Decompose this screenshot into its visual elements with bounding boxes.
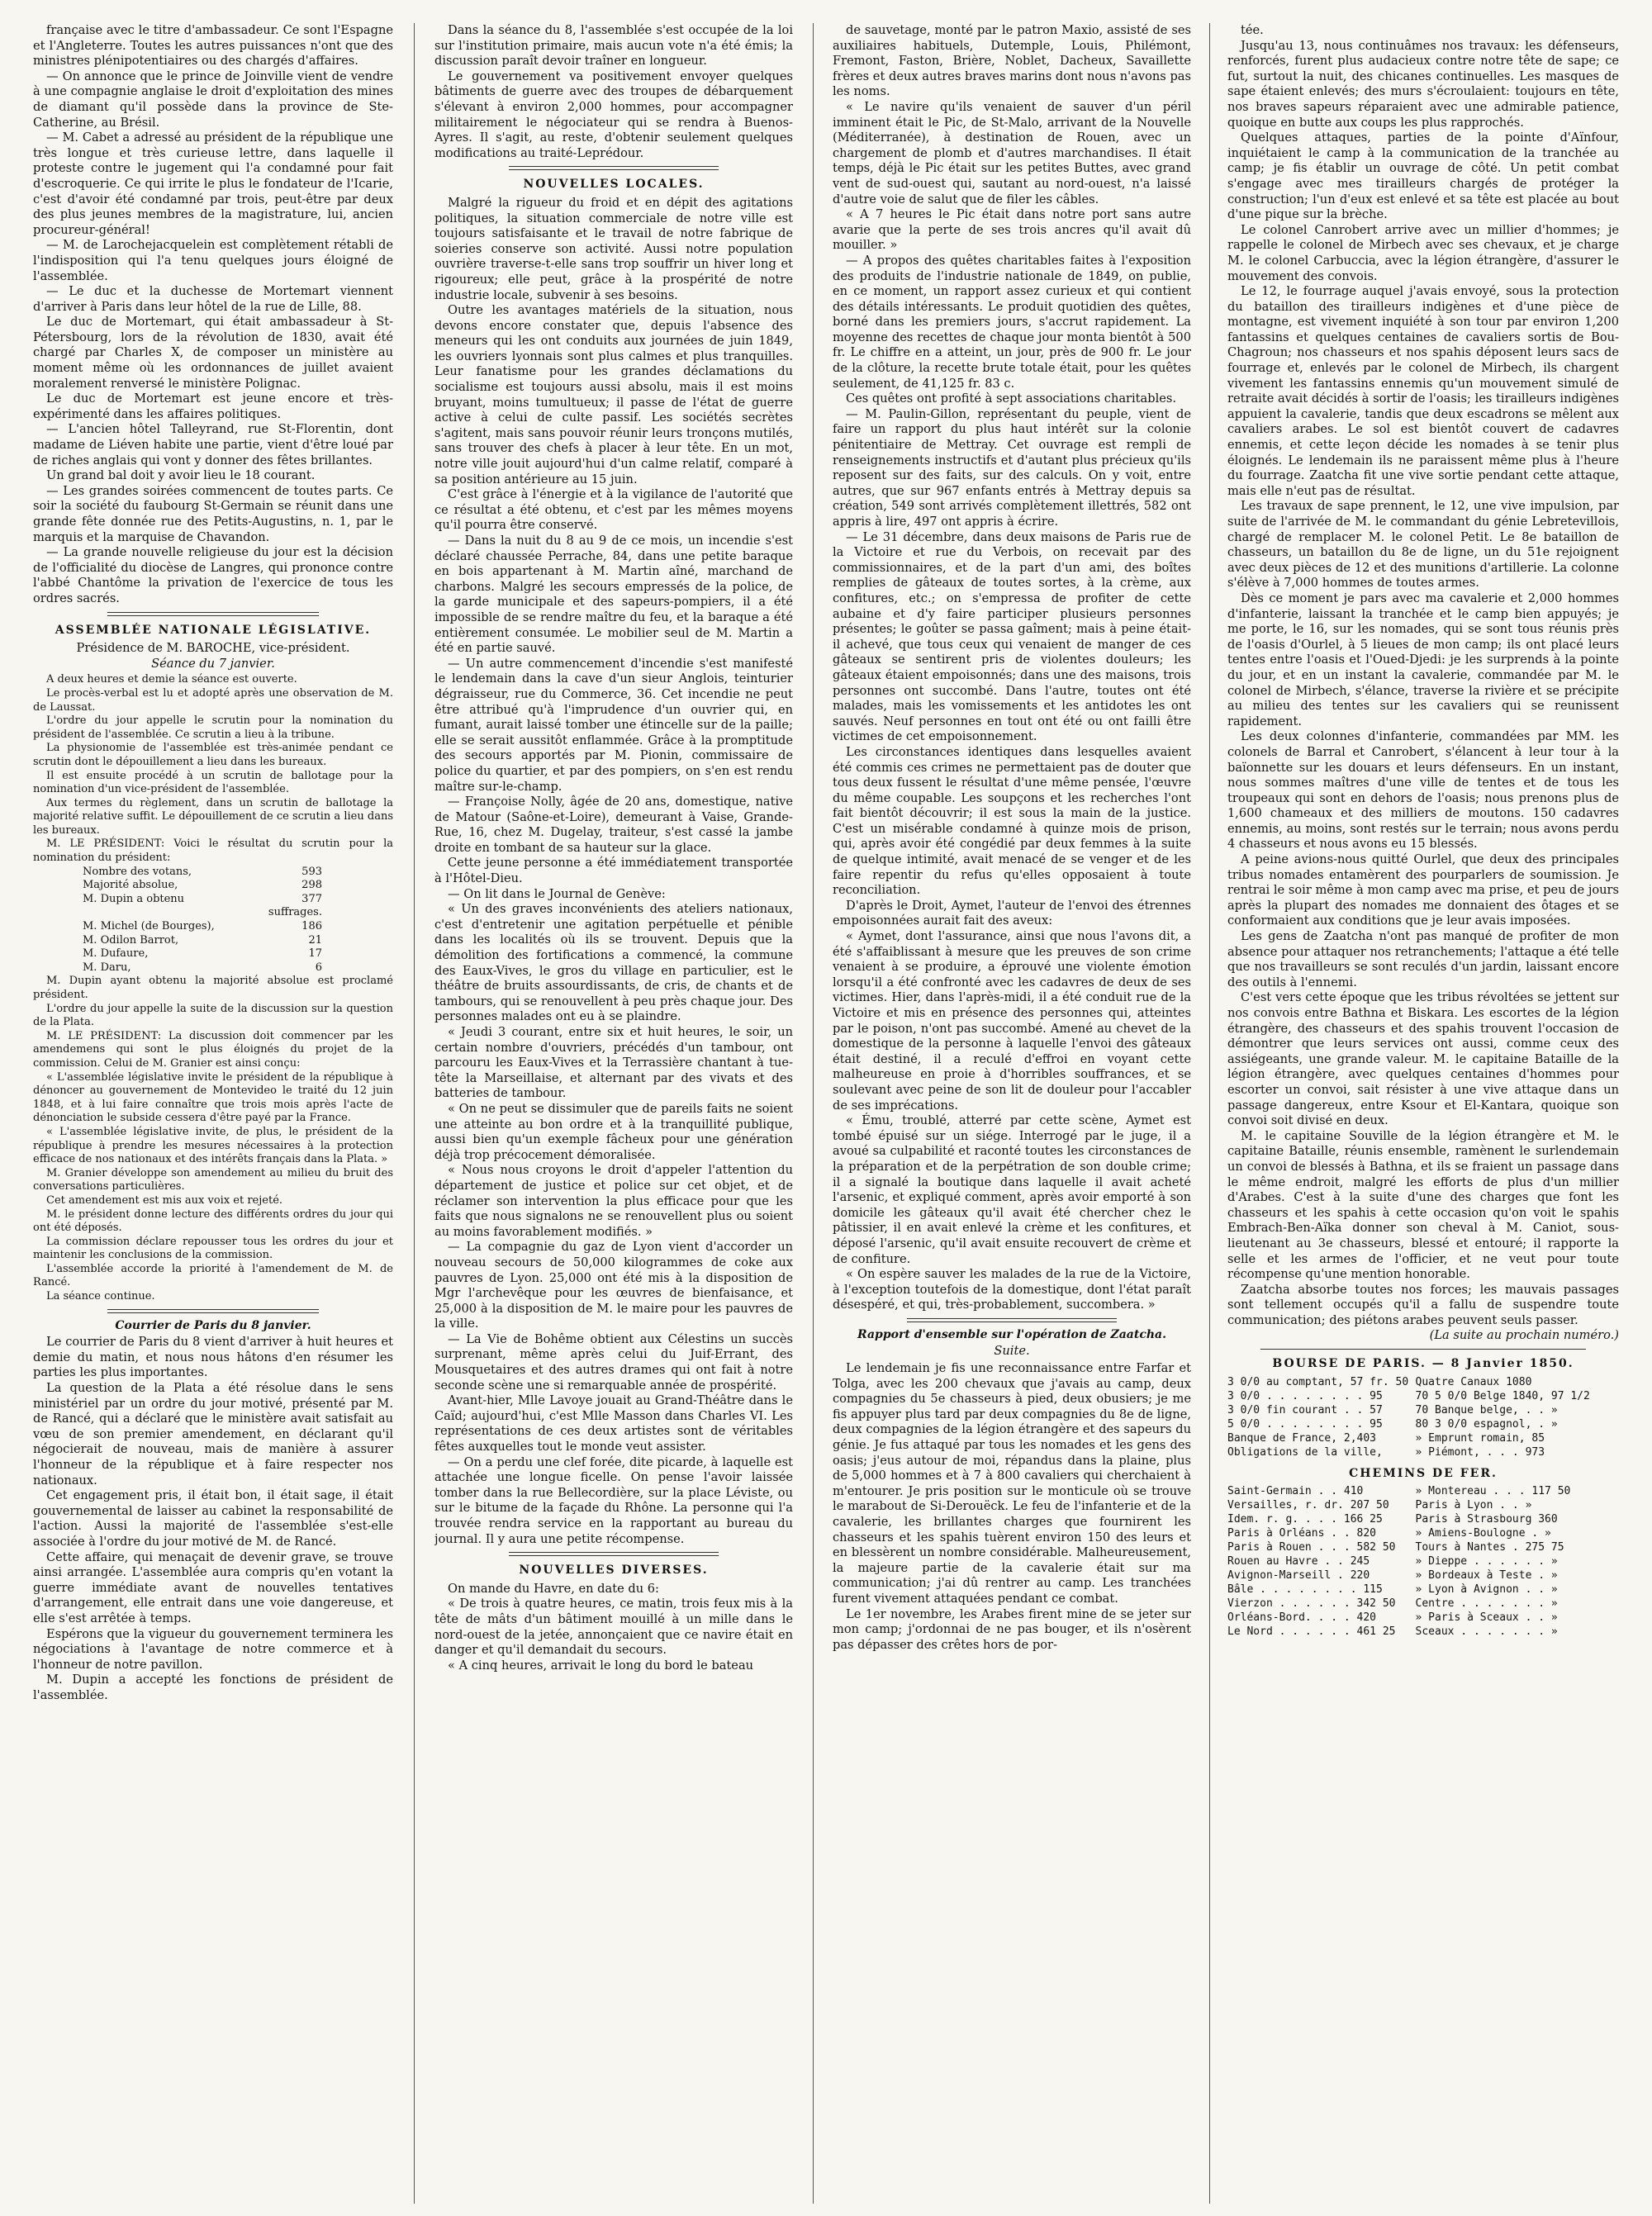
bourse-row-cell: Banque de France, 2,403 [1227,1431,1377,1445]
bourse-row [1227,1375,1619,1389]
paragraph: D'après le Droit, Aymet, l'auteur de l'envoi des étrennes empoisonnées aurait fait des aveux: [833,898,1191,928]
paragraph: Cette affaire, qui menaçait de devenir grave, se trouve ainsi arrangée. L'assemblée aura compris qu'en votant la guerre immédiate avant de nouvelles tentatives d'arrangement, elle entrait dans une voie dangereuse, et elle s'est arrêtée à temps. [33,1549,393,1625]
rail-row-cell: Saint-Germain . . 410 [1227,1485,1364,1498]
paragraph: « On espère sauver les malades de la rue de la Victoire, à l'exception toutefois de la domestique, dont l'état paraît désespéré, et qui, très-probablement, succombera. » [833,1267,1191,1312]
paragraph: — Le duc et la duchesse de Mortemart viennent d'arriver à Paris dans leur hôtel de la rue de Lille, 88. [33,284,393,314]
paragraph: — L'ancien hôtel Talleyrand, rue St-Florentin, dont madame de Liéven habite une partie, vient d'être loué par de riches anglais qui vont y donner des fêtes brillantes. [33,422,393,467]
column-1 [33,23,393,2204]
paragraph: « A cinq heures, arrivait le long du bord le bateau [448,1658,754,1673]
paragraph: — Les grandes soirées commencent de toutes parts. Ce soir la société du faubourg St-Germain se réunit dans une grande fête donnée rue des Petits-Augustins, n. 1, par le marquis et la marquise de Chavandon. [33,483,393,544]
rail-heading: CHEMINS DE FER. [1349,1466,1498,1480]
paragraph: « Jeudi 3 courant, entre six et huit heures, le soir, un certain nombre d'ouvriers, précédés d'un tambour, ont parcouru les Eaux-Vives et la Terrassière chantant à tue-tête la Marseillaise, et alternant par des vivats et des batteries de tambour. [434,1025,793,1101]
bourse-row-cell: 3 0/0 au comptant, 57 fr. 50 [1227,1375,1409,1388]
rail-row-cell: Vierzon . . . . . . 342 50 [1227,1597,1396,1611]
vote-results [83,866,393,975]
rail-row-cell: Centre . . . . . . . » [1415,1597,1558,1611]
paragraph: C'est grâce à l'énergie et à la vigilance de l'autorité que ce résultat a été obtenu, et c'est par les mêmes moyens qu'il pourra être conservé. [434,487,793,533]
rail-row-cell: Idem. r. g. . . . 166 25 [1227,1513,1383,1526]
courrier-heading: Courrier de Paris du 8 janvier. [115,1318,311,1332]
vote-cell: M. Dupin a obtenu [83,892,185,905]
rail-row [1227,1526,1619,1540]
rail-row-cell: » Dieppe . . . . . . » [1415,1555,1558,1568]
rail-row-cell: Bâle . . . . . . . . 115 [1227,1583,1383,1597]
assembly-presidence: Présidence de M. BAROCHE, vice-président. [76,641,350,656]
paragraph: — M. de Larochejacquelein est complètement rétabli de l'indisposition qui l'a tenu quelques jours éloigné de l'assemblée. [33,238,393,283]
section-divider [107,612,319,616]
rail-row-cell: Le Nord . . . . . . 461 25 [1227,1625,1396,1639]
paragraph: Il est ensuite procédé à un scrutin de ballotage pour la nomination d'un vice-président de l'assemblée. [33,769,393,796]
courrier-text [33,1335,393,1703]
bourse-row-cell: 5 0/0 . . . . . . . . 95 [1227,1417,1383,1431]
vote-cell: 17 [308,947,322,961]
vote-cell: 298 [301,879,322,892]
paragraph: Le colonel Canrobert arrive avec un millier d'hommes; je rappelle le colonel de Mirbech avec ses chevaux, et je charge M. le colonel Carbuccia, avec la légion étrangère, d'assurer le mouvement des convois. [1227,222,1619,283]
paragraph: Dès ce moment je pars avec ma cavalerie et 2,000 hommes d'infanterie, laissant la tranchée et le camp bien appuyés; je me porte, le 16, sur les nomades, qui se sont tous réunis près de l'oasis d'Ourlel, à 5 lieues de mon camp; ils ont placé leurs tentes entre l'oasis et l'Oued-Djedi: je les surprends à la pointe du jour, et en un instant la cavalerie, commandée par M. le colonel de Mirbech, s'élance, traverse la rivière et se précipite au milieu des tentes sur les cavaliers qui se reunissent rapidement. [1227,591,1619,728]
rapport-continued [1227,23,1619,1328]
bourse-row-cell: » Piémont, . . . 973 [1415,1445,1545,1459]
paragraph: La question de la Plata a été résolue dans le sens ministériel par un ordre du jour motivé, présenté par M. de Rancé, qui a déclaré que le ministère avait satisfait au vœu de son premier amendement, en déclarant qu'il négocierait de nouveau, mais de manière à assurer l'honneur de la république et à faire respecter nos nationaux. [33,1381,393,1488]
news-items [833,23,1191,1313]
bourse-row [1227,1403,1619,1417]
paragraph: — Françoise Nolly, âgée de 20 ans, domestique, native de Matour (Saône-et-Loire), demeurant à Vaise, Grande-Rue, 16, chez M. Dugelay, traiteur, s'est cassé la jambe droite en tombant de sa hauteur sur la glace. [434,795,793,855]
rail-table [1227,1484,1619,1639]
assembly-heading: ASSEMBLÉE NATIONALE LÉGISLATIVE. [55,623,372,637]
paragraph: Un grand bal doit y avoir lieu le 18 courant. [46,468,316,483]
rail-row [1227,1568,1619,1583]
column-rule [414,23,415,2204]
rapport-suite: Suite. [994,1344,1030,1359]
assembly-report [33,673,393,865]
bourse-table [1227,1375,1619,1459]
paragraph: — M. Paulin-Gillon, représentant du peuple, vient de faire un rapport du plus haut intérêt sur la colonie pénitentiaire de Mettray. Cet ouvrage est rempli de renseignements instructifs et d'autant plus précieux qu'ils reposent sur des faits, sur des calculs. On y voit, entre autres, que sur 967 enfants entrés à Mettray depuis sa création, 549 sont arrivés complètement illettrés, 582 ont appris à lire, 497 ont appris à écrire. [833,406,1191,529]
paragraph: Cet amendement est mis aux voix et rejeté. [46,1193,283,1207]
paragraph: « L'assemblée législative invite le président de la république à dénoncer au gouvernement de Montevideo le traité du 12 juin 1848, et à lui faire connaître que trois mois après l'acte de dénonciation le subside cessera d'être payé par la France. [33,1070,393,1125]
bourse-row [1227,1431,1619,1445]
rail-row-cell: Tours à Nantes . 275 75 [1415,1541,1564,1554]
paragraph: M. Dupin a accepté les fonctions de président de l'assemblée. [33,1673,393,1702]
rail-row [1227,1484,1619,1498]
paragraph: La séance continue. [46,1290,155,1303]
rail-row-cell: Paris à Orléans . . 820 [1227,1527,1377,1540]
paragraph: Espérons que la vigueur du gouvernement terminera les négociations à l'avantage de notre commerce et à l'honneur de notre pavillon. [33,1626,393,1672]
paragraph: M. Dupin ayant obtenu la majorité absolue est proclamé président. [33,975,393,1001]
paragraph: « A 7 heures le Pic était dans notre port sans autre avarie que la perte de ses trois ancres qu'il avait dû mouiller. » [833,207,1191,253]
locales-text [434,196,793,1547]
paragraph: Les deux colonnes d'infanterie, commandées par MM. les colonels de Barral et Canrobert, s'élancent à leur tour à la baïonnette sur les douars et leurs défenseurs. En un instant, nous sommes maîtres d'une ville de tentes et de tous les troupeaux qui sont en dehors de l'oasis; nous prenons plus de 1,600 chameaux et des milliers de moutons. 150 cadavres ennemis, au moins, sont restés sur le terrain; nous avons perdu 4 chasseurs et nous avons eu 15 blessés. [1227,729,1619,852]
paragraph: — La grande nouvelle religieuse du jour est la décision de l'officialité du diocèse de Langres, qui prononce contre l'abbé Chantôme la privation de l'exercice de tous les ordres sacrés. [33,545,393,605]
rail-row [1227,1540,1619,1554]
paragraph: « On ne peut se dissimuler que de pareils faits ne soient une atteinte au bon ordre et à la tranquillité publique, aussi bien qu'un exemple fâcheux pour une génération déjà trop précocement démoralisée. [434,1101,793,1162]
paragraph: « De trois à quatre heures, ce matin, trois feux mis à la tête de mâts d'un bâtiment mouillé à un mille dans le nord-ouest de la jetée, annonçaient que ce navire était en danger et qu'il demandait du secours. [434,1597,793,1658]
paragraph: Les gens de Zaatcha n'ont pas manqué de profiter de mon absence pour attaquer nos retranchements; l'attaque a été telle que nos travailleurs se sont reculés d'un jardin, laissant encore des outils à l'ennemi. [1227,929,1619,989]
paragraph: Cet engagement pris, il était bon, il était sage, il était gouvernemental de laisser au cabinet la responsabilité de l'action. Aussi la majorité de l'assemblée s'est-elle associée à l'ordre du jour motivé de M. de Rancé. [33,1488,393,1549]
section-divider [1260,1349,1586,1350]
vote-cell: 593 [301,865,322,878]
section-divider [509,166,719,170]
rail-row-cell: » Lyon à Avignon . . » [1415,1583,1558,1597]
paragraph: de sauvetage, monté par le patron Maxio, assisté de ses auxiliaires habituels, Dutemple, Louis, Philémont, Fremont, Faston, Brière, Noblet, Dacheux, Savaillette frères et deux autres braves marins dont nous n'avons pas les noms. [833,23,1191,99]
bourse-row-cell: 3 0/0 fin courant . . 57 [1227,1403,1383,1416]
rail-row [1227,1512,1619,1526]
rail-row-cell: » Montereau . . . 117 50 [1415,1485,1571,1498]
paragraph: L'assemblée accorde la priorité à l'amendement de M. de Rancé. [33,1262,393,1289]
rail-row-cell: » Amiens-Boulogne . » [1415,1527,1551,1540]
rail-row [1227,1498,1619,1512]
paragraph: Ces quêtes ont profité à sept associations charitables. [846,391,1177,406]
rail-row-cell: Versailles, r. dr. 207 50 [1227,1499,1389,1512]
rapport-text [833,1361,1191,1653]
paragraph: Outre les avantages matériels de la situation, nous devons encore constater que, depuis l'absence des meneurs qui les ont conduits aux journées de juin 1849, les ouvriers lyonnais sont plus calmes et plus tranquilles. Leur fanatisme pour les grandes déclamations du socialisme est toujours aussi absolu, mais il est moins bruyant, moins tumultueux; il passe de l'état de guerre active à celui de culte passif. Les sociétés secrètes s'agitent, mais sans pouvoir réunir leurs tronçons mutilés, sans trouver des chefs à placer à leur tête. En un mot, notre ville jouit aujourd'hui d'un calme relatif, comparé à sa position antérieure au 15 juin. [434,303,793,486]
paragraph: M. le capitaine Souville de la légion étrangère et M. le capitaine Bataille, réunis ensemble, ramènent le surlendemain un convoi de blessés à Bathna, et ils se fraient un passage dans le même endroit, malgré les efforts de plus d'un millier d'Arabes. C'est à la suite d'une des charges que font les chasseurs et les spahis à cette occasion qu'on voit le spahis Embrach-Ben-Aïka donner son cheval à M. Caniot, sous-lieutenant au 3e chasseurs, blessé et entouré; il rapporte la selle et les armes de l'officier, et ne veut pour toute récompense qu'une mention honorable. [1227,1128,1619,1282]
paragraph: « L'assemblée législative invite, de plus, le président de la république à prendre les mesures nécessaires à la protection efficace de nos nationaux et des intérêts français dans la Plata. » [33,1125,393,1166]
rail-row [1227,1597,1619,1611]
paragraph: A deux heures et demie la séance est ouverte. [46,673,297,686]
paragraph: « Un des graves inconvénients des ateliers nationaux, c'est d'entretenir une agitation perpétuelle et pénible dans les localités où ils se trouvent. Depuis que la démolition des fortifications a commencé, la commune des Eaux-Vives, le gros du village en particulier, est le théâtre de bruits assourdissants, de cris, de chants et de tambours, qui se renouvellent à peu près chaque jour. Des personnes malades ont eu à se plaindre. [434,902,793,1024]
paragraph: « Aymet, dont l'assurance, ainsi que nous l'avons dit, a été s'affaiblissant à mesure que les preuves de son crime venaient à se produire, a éprouvé une violente émotion lorsqu'il a été confronté avec les cadavres de deux de ses victimes. Hier, dans l'après-midi, il a été conduit rue de la Victoire et mis en présence des personnes qui, atteintes par le poison, n'ont pas succombé. Amené au chevet de la domestique de la personne à laquelle l'envoi des gâteaux était destiné, il a reculé d'effroi en voyant cette malheureuse en proie à d'horribles souffrances, et se soulevant avec peine de son lit de douleur pour l'accabler de ses imprécations. [833,929,1191,1113]
paragraph: La physionomie de l'assemblée est très-animée pendant ce scrutin dont le dépouillement a lieu dans les bureaux. [33,742,393,768]
vote-cell: M. Odilon Barrot, [83,933,179,947]
vote-cell: 186 [301,920,322,933]
paragraph: Aux termes du règlement, dans un scrutin de ballotage la majorité relative suffit. Le dépouillement de ce scrutin a lieu dans les bureaux. [33,796,393,837]
paragraph: L'ordre du jour appelle le scrutin pour la nomination du président de l'assemblée. Ce scrutin a lieu à la tribune. [33,714,393,741]
column-3 [833,23,1191,2204]
paragraph: Le procès-verbal est lu et adopté après une observation de M. de Laussat. [33,686,393,714]
paragraph: On mande du Havre, en date du 6: [448,1581,659,1596]
assembly-report-continued [33,975,393,1303]
bourse-row-cell: 70 Banque belge, . . » [1415,1403,1558,1416]
column-rule [1209,23,1210,2204]
rail-row-cell: Rouen au Havre . . 245 [1227,1555,1370,1568]
paragraph: Le lendemain je fis une reconnaissance entre Farfar et Tolga, avec les 200 chevaux que j'avais au camp, deux compagnies du 5e chasseurs à pied, deux obusiers; je me fis appuyer plus tard par deux compagnies du 8e de ligne, deux compagnies de la légion étrangère et des sapeurs du génie. Je fus attaqué par tous les nomades et les gens des oasis; j'eus autour de moi, répandus dans la plaine, plus de 5,000 hommes et à 7 à 800 cavaliers qui cherchaient à m'entourer. Je pris position sur le monticule où se trouve le marabout de Si-Derouëck. Le feu de l'infanterie et de la cavalerie, les brillantes charges que fournirent les chasseurs et les spahis tuèrent environ 150 des leurs et en blessèrent un nombre considérable. Malheureusement, la majeure partie de la cavalerie était sur ma communication; j'ai dû rentrer au camp. Les tranchées furent vivement attaquées pendant ce combat. [833,1361,1191,1606]
paragraph: — A propos des quêtes charitables faites à l'exposition des produits de l'industrie nationale de 1849, on publie, en ce moment, un rapport assez curieux et qui contient des détails intéressants. Le produit quotidien des quêtes, borné dans les premiers jours, s'accrut rapidement. La moyenne des recettes de chaque jour monta bientôt à 500 fr. Le chiffre en a atteint, un jour, près de 900 fr. Le jour de la clôture, la recette brute totale était, pour les quêtes seulement, de 41,125 fr. 83 c. [833,253,1191,391]
paragraph: — La compagnie du gaz de Lyon vient d'accorder un nouveau secours de 50,000 kilogrammes de coke aux pauvres de Lyon. 25,000 ont été mis à la disposition de Mgr l'archevêque pour les œuvres de bienfaisance, et 25,000 à la disposition de M. le maire pour les pauvres de la ville. [434,1240,793,1331]
paragraph: Cette jeune personne a été immédiatement transportée à l'Hôtel-Dieu. [434,856,793,886]
diverses-heading: NOUVELLES DIVERSES. [519,1564,709,1578]
rail-row-cell: Orléans-Bord. . . . 420 [1227,1611,1377,1625]
news-items [33,23,393,607]
paragraph: — M. Cabet a adressé au président de la république une très longue et très curieuse lettre, dans laquelle il proteste contre le jugement qui l'a condamné pour fait d'escroquerie. Ce qui irrite le plus le fondateur de l'Icarie, c'est d'avoir été condamné par trois, peut-être par deux des plus jeunes membres de la magistrature, lui, ancien procureur-général! [33,130,393,237]
vote-cell: 21 [308,933,322,947]
paragraph: M. Granier développe son amendement au milieu du bruit des conversations particulières. [33,1166,393,1193]
column-4 [1227,23,1619,2204]
rail-row [1227,1625,1619,1639]
paragraph: La commission déclare repousser tous les ordres du jour et maintenir les conclusions de la commission. [33,1235,393,1262]
rail-row-cell: Paris à Lyon . . » [1415,1499,1532,1512]
paragraph: L'ordre du jour appelle la suite de la discussion sur la question de la Plata. [33,1002,393,1029]
paragraph: Quelques attaques, parties de la pointe d'Aïnfour, inquiétaient le camp à la communication de la tranchée au camp; je fis établir un ouvrage de côté. Un petit combat s'engage avec mes tirailleurs chargés de protéger la construction; l'un d'eux est enlevé et sa tête est placée au bout d'une pique sur la brèche. [1227,130,1619,222]
bourse-row-cell: 80 3 0/0 espagnol, . » [1415,1417,1558,1431]
vote-cell: 377 suffrages. [268,892,322,919]
paragraph: Le duc de Mortemart, qui était ambassadeur à St-Pétersbourg, lors de la révolution de 1830, avait été chargé par Charles X, de composer un ministère au moment même où les ordonnances de juillet avaient moralement renversé le ministère Polignac. [33,315,393,391]
paragraph: Dans la séance du 8, l'assemblée s'est occupée de la loi sur l'institution primaire, mais aucun vote n'a été émis; la discussion paraît devoir traîner en longueur. [434,23,793,69]
bourse-heading: BOURSE DE PARIS. — 8 Janvier 1850. [1272,1357,1574,1371]
paragraph: « Le navire qu'ils venaient de sauver d'un péril imminent était le Pic, de St-Malo, arrivant de la Nouvelle (Méditerranée), à destination de Rouen, avec un chargement de plomb et d'autres marchandises. Il était temps, déjà le Pic était sur les petites Buttes, avec grand vent de sud-ouest qui, sautant au nord-ouest, n'a laissé d'autre voie de salut que de filer les câbles. [833,99,1191,206]
vote-cell: Majorité absolue, [83,879,178,892]
rail-row [1227,1554,1619,1568]
news-items [434,23,793,161]
rail-row-cell: Sceaux . . . . . . . » [1415,1625,1558,1639]
paragraph: française avec le titre d'ambassadeur. Ce sont l'Espagne et l'Angleterre. Toutes les autres puissances n'ont que des ministres plénipotentiaires ou des chargés d'affaires. [33,23,393,69]
section-divider [509,1552,719,1556]
bourse-row [1227,1417,1619,1431]
rail-row-cell: » Bordeaux à Teste . » [1415,1569,1558,1583]
paragraph: — On a perdu une clef forée, dite picarde, à laquelle est attachée une longue ficelle. On pense l'avoir laissée tomber dans la rue Bellecordière, sur la place Léviste, ou sur le bitume de la façade du Rhône. La personne qui l'a trouvée rendra service en la rapportant au bureau du journal. Il y aura une petite récompense. [434,1454,793,1546]
column-2 [434,23,793,2204]
assembly-seance: Séance du 7 janvier. [151,656,275,671]
paragraph: C'est vers cette époque que les tribus révoltées se jettent sur nos convois entre Bathna et Biskara. Les escortes de la légion étrangère, des chasseurs et des spahis trouvent l'occasion de démontrer que leurs services ont aussi, comme ceux des assiégeants, une grande valeur. M. le capitaine Bataille de la légion étrangère, avec quelques centaines d'hommes pour escorter un convoi, sait résister à une vive attaque dans un passage dangereux, entre Ksour et El-Kantara, quoique son convoi soit divisé en deux. [1227,990,1619,1128]
paragraph: « Ému, troublé, atterré par cette scène, Aymet est tombé épuisé sur un siége. Interrogé par le juge, il a avoué sa culpabilité et raconté toutes les circonstances de la préparation et de la perpétration de son double crime; il a signalé la boutique dans laquelle il avait acheté l'arsenic, et expliqué comment, après avoir emporté à son domicile les gâteaux qu'il avait été chercher chez le pâtissier, il en avait enlevé la crème et les confitures, et déposé l'arsenic, qu'il avait ensuite recouvert de crème et de confiture. [833,1113,1191,1266]
paragraph: M. le président donne lecture des différents ordres du jour qui ont été déposés. [33,1208,393,1235]
rapport-heading: Rapport d'ensemble sur l'opération de Zaatcha. [857,1327,1166,1341]
bourse-row [1227,1445,1619,1459]
bourse-row-cell: 70 5 0/0 Belge 1840, 97 1/2 [1415,1389,1590,1402]
paragraph: — On annonce que le prince de Joinville vient de vendre à une compagnie anglaise le droit d'exploitation des mines de diamant qu'il possède dans la province de Ste-Catherine, au Brésil. [33,69,393,130]
vote-cell: Nombre des votans, [83,865,192,878]
paragraph: Le 1er novembre, les Arabes firent mine de se jeter sur mon camp; j'ordonnai de ne pas bouger, et ils n'osèrent pas dépasser des crêtes hors de por- [833,1606,1191,1652]
paragraph: — Dans la nuit du 8 au 9 de ce mois, un incendie s'est déclaré chaussée Perrache, 84, dans une petite baraque en bois appartenant à M. Martin aîné, marchand de charbons. Malgré les secours empressés de la police, de la garde municipale et des sapeurs-pompiers, il a été impossible de se rendre maître du feu, et la baraque a été entièrement consumée. Le mobilier seul de M. Martin a été en partie sauvé. [434,534,793,656]
paragraph: Jusqu'au 13, nous continuâmes nos travaux: les défenseurs, renforcés, furent plus audacieux contre notre tête de sape; ce fut, surtout la nuit, des chicanes continuelles. Les masques de sape étaient enlevés; des murs s'écroulaient: toujours en tête, nos braves sapeurs réparaient avec une admirable patience, quoique en butte aux coups les plus rapprochés. [1227,38,1619,130]
paragraph: Le 12, le fourrage auquel j'avais envoyé, sous la protection du bataillon des tirailleurs indigènes et d'une pièce de montagne, est vivement inquiété à son tour par environ 1,200 fantassins et quelques centaines de cavaliers sortis de Bou-Chagroun; nos chasseurs et nos spahis déposent leurs sacs de fourrage et, enlevés par le colonel de Mirbech, ils chargent vivement les fantassins ennemis qu'un mouvement simulé de retraite avait décidés à sortir de l'oasis; les tirailleurs indigènes appuient la cavalerie, tandis que deux escadrons se mêlent aux cavaliers arabes. Le sol est bientôt couvert de cadavres ennemis, et cette leçon décide les nomades à se tenir plus éloignés. Le lendemain ils ne paraissent même plus à l'heure du fourrage. Zaatcha fit une vive sortie pendant cette attaque, mais elle n'eut pas de résultat. [1227,284,1619,498]
vote-cell: M. Michel (de Bourges), [83,920,215,933]
paragraph: Zaatcha absorbe toutes nos forces; les mauvais passages sont tellement occupés qu'il a fallu de suspendre toute communication; des piétons arabes peuvent seuls passer. [1227,1282,1619,1327]
newspaper-page [33,23,1619,2204]
paragraph: tée. [1241,23,1264,37]
bourse-row-cell: » Emprunt romain, 85 [1415,1431,1545,1445]
signoff: (La suite au prochain numéro.) [1429,1328,1619,1343]
vote-cell: 6 [315,961,322,974]
paragraph: Malgré la rigueur du froid et en dépit des agitations politiques, la situation commerciale de notre ville est toujours satisfaisante et le travail de notre fabrique de soieries conserve son activité. Aussi notre population ouvrière traverse-t-elle sans trop souffrir un hiver long et rigoureux; elle peut, grâce à la prospérité de notre industrie locale, subvenir à ses besoins. [434,195,793,302]
bourse-row-cell: 3 0/0 . . . . . . . . 95 [1227,1389,1383,1402]
paragraph: « Nous nous croyons le droit d'appeler l'attention du département de justice et police sur cet objet, et de réclamer son intervention la plus efficace pour que les faits que nous signalons ne se renouvellent plus ou soient au moins favorablement modifiés. » [434,1163,793,1239]
paragraph: M. LE PRÉSIDENT: La discussion doit commencer par les amendemens qui sont le plus éloignés du projet de la commission. Celui de M. Granier est ainsi conçu: [33,1029,393,1070]
rail-row-cell: Paris à Strasbourg 360 [1415,1513,1558,1526]
paragraph: Le duc de Mortemart est jeune encore et très-expérimenté dans les affaires politiques. [33,391,393,421]
paragraph: M. LE PRÉSIDENT: Voici le résultat du scrutin pour la nomination du président: [33,838,393,865]
paragraph: Avant-hier, Mlle Lavoye jouait au Grand-Théâtre dans le Caïd; aujourd'hui, c'est Mlle Masson dans Charles VI. Les représentations de ces deux artistes sont de véritables fêtes auxquelles tout le monde veut assister. [434,1393,793,1454]
paragraph: — On lit dans le Journal de Genève: [448,886,666,901]
bourse-row-cell: Quatre Canaux 1080 [1415,1375,1532,1388]
rail-row [1227,1611,1619,1625]
paragraph: — La Vie de Bohême obtient aux Célestins un succès surprenant, même après celui du Juif-Errant, des Mousquetaires et des autres drames qui ont fait à notre seconde scène une si remarquable année de prospérité. [434,1331,793,1393]
rail-row-cell: » Paris à Sceaux . . » [1415,1611,1558,1625]
paragraph: Les circonstances identiques dans lesquelles avaient été commis ces crimes ne permettaient pas de douter que tous deux fussent le résultat d'une même pensée, l'œuvre du même coupable. Les soupçons et les recherches l'ont fait bientôt découvrir; il est sous la main de la justice. C'est un misérable condamné à quinze mois de prison, qui, après avoir été congédié par deux femmes à la suite de quelque intimité, avait menacé de se venger et de les faire repentir du refus qu'elles opposaient à toute reconciliation. [833,744,1191,898]
diverses-text [434,1582,793,1674]
rail-row [1227,1583,1619,1597]
vote-cell: M. Dufaure, [83,947,149,961]
rail-row-cell: Paris à Rouen . . . 582 50 [1227,1541,1396,1554]
bourse-row [1227,1389,1619,1403]
paragraph: A peine avions-nous quitté Ourlel, que deux des principales tribus nomades entamèrent des pourparlers de soumission. Je rentrai le soir même à mon camp avec ma prise, et peu de jours après la plupart des nomades me donnaient des ôtages et se conformaient aux conditions que je leur avais imposées. [1227,852,1619,928]
locales-heading: NOUVELLES LOCALES. [523,178,705,192]
paragraph: Les travaux de sape prennent, le 12, une vive impulsion, par suite de l'arrivée de M. le commandant du génie Lebretevillois, chargé de remplacer M. le colonel Petit. Le 8e bataillon de chasseurs, un bataillon du 8e de ligne, un du 51e rejoignent avec deux pièces de 12 et des munitions d'artillerie. La colonne s'élève à 7,000 hommes de toutes armes. [1227,499,1619,591]
paragraph: — Un autre commencement d'incendie s'est manifesté le lendemain dans la cave d'un sieur Anglois, teinturier dégraisseur, rue du Commerce, 36. Cet incendie ne peut être attribué qu'à l'imprudence d'un ouvrier qui, en fumant, aurait laissé tomber une étincelle sur de la paille; elle se serait aussitôt enflammée. Grâce à la promptitude des secours apportés par M. Pionin, commissaire de police du quartier, et par des pompiers, on s'en est rendu maître sur-le-champ. [434,656,793,794]
paragraph: Le courrier de Paris du 8 vient d'arriver à huit heures et demie du matin, et nous nous hâtons d'en résumer les parties les plus importantes. [33,1335,393,1380]
rail-row-cell: Avignon-Marseill . 220 [1227,1569,1370,1583]
section-divider [107,1309,319,1313]
paragraph: Le gouvernement va positivement envoyer quelques bâtiments de guerre avec des troupes de débarquement s'élevant à environ 2,000 hommes, pour accompagner militairement le négociateur qui se rendra à Buenos-Ayres. Il s'agit, au reste, d'obtenir seulement quelques modifications au traité-Leprédour. [434,69,793,160]
section-divider [907,1318,1117,1322]
bourse-row-cell: Obligations de la ville, [1227,1445,1383,1459]
column-rule [813,23,814,2204]
paragraph: — Le 31 décembre, dans deux maisons de Paris rue de la Victoire et rue du Verbois, on recevait par des commissionnaires, et de la part d'un ami, des boîtes remplies de gâteaux de toutes sortes, à la crème, aux confitures, etc.; on s'empressa de profiter de cette aubaine et d'y faire participer plusieurs personnes présentes; le goûter se passa gaîment; mais à peine était-il achevé, que tous ceux qui venaient de manger de ces gâteaux se sentirent pris de violentes douleurs; les gâteaux étaient empoisonnés; dans une des maisons, trois personnes ont succombé. Dans l'autre, toutes ont été malades, mais les vomissements et les antidotes les ont sauvés. Neuf personnes en tout ont été ou ont failli être victimes de cet empoisonnement. [833,529,1191,744]
vote-cell: M. Daru, [83,961,131,974]
